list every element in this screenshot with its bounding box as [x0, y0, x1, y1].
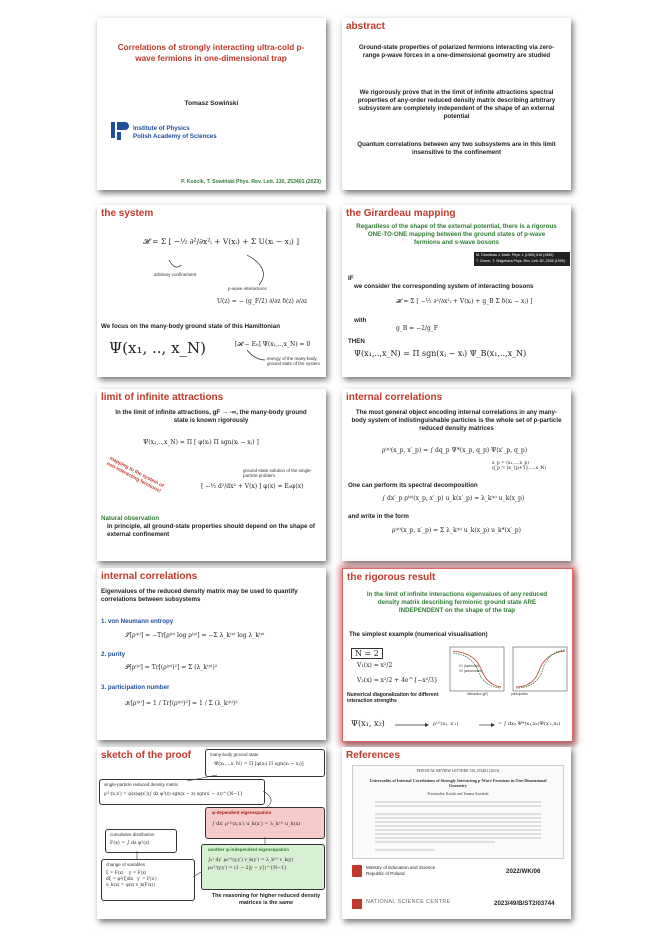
slide-heading: internal correlations [346, 392, 443, 403]
slide-heading: sketch of the proof [101, 750, 192, 761]
internal-paragraph-1: The most general object encoding internal correlations in any many-body system of indistinguishable particles is the whole set of p-particle reduced density matrices [351, 409, 562, 432]
ministry-line-2: Republic of Poland [366, 871, 405, 876]
pwave-potential-formula: U(z) = − (g_F/2) ∂/∂z δ(z) ∂/∂z [217, 298, 308, 305]
box-phi-dependent-label: φ-dependent eigenequation [212, 810, 272, 815]
x-axis-label: interaction |gF| [467, 692, 488, 696]
then-label: THEN [348, 338, 365, 345]
box-phi-independent-formula: ∫₀¹ dy′ ρ₀⁽¹⁾(y,y′) v_k(y′) = λ_k⁽¹⁾ v_k(y) ρ₀⁽¹⁾(y,y′) = (1 − 2|y − y′|)^{N−1} [208, 858, 294, 871]
natural-observation: Natural observation [101, 515, 160, 522]
rdm-form: ρ⁽ᵖ⁾(x_p, x′_p) = Σ λ_k⁽ᵖ⁾ u_k(x_p) u_k*(x′_p) [392, 527, 521, 534]
measure-2: 2. purity [101, 651, 126, 658]
mapping-note: mapping to the system of non-interacting fermions! [105, 455, 165, 495]
legend-v2: V2 (anharmonic) [459, 669, 483, 673]
grant-number-1: 2022/WK/06 [506, 868, 541, 875]
ifpan-logo [111, 120, 129, 146]
participation-formula: 𝒦[ρ⁽ᵖ⁾] = 1 / Tr[(ρ⁽ᵖ⁾)²] = 1 / Σ (λ_k⁽ᵖ⁾)² [125, 700, 238, 707]
potential-v1: V₁(x) = x²/2 [357, 662, 393, 669]
internal-correlations-slide-2 [97, 568, 326, 740]
infinite-statement: In the limit of infinite attractions, gF → -∞, the many-body ground state is known rigorously [115, 409, 307, 424]
box-cumulative-label: cumulative distribution [110, 832, 155, 837]
rdm-integral: = ∫ dx₂ Ψ*(x₁,x₂)Ψ(x′₁,x₂) [498, 721, 561, 727]
variable-definitions: x_p = (x₁,...,x_p) q_p = (x_{p+1},...,x_N) [492, 461, 547, 471]
pwave-label: p-wave interactions [228, 286, 267, 291]
slide-heading: the system [101, 208, 154, 219]
references-slide [342, 747, 571, 919]
institute-line-2: Polish Academy of Sciences [133, 133, 217, 140]
internal-paragraph-3: and write in the form [348, 513, 409, 520]
legend-v1: V1 (harmonic) [459, 664, 480, 668]
box-rdm-formula: ρ⁽¹⁾(x,x′) = φ(x)φ(x′)(∫ dz φ²(z) sgn(x − z) sgn(x′ − z))^{N−1} [104, 792, 243, 797]
wavefunction-symbol: Ψ(x₁, .., x_N) [109, 339, 207, 357]
reference-box [474, 252, 570, 266]
proof-conclusion: The reasoning for higher reduced density matrices is the same [211, 893, 321, 906]
consider-text: we consider the corresponding system of interacting bosons [354, 283, 534, 290]
title-slide [97, 18, 326, 190]
proof-arrows [97, 747, 326, 919]
rdm-n2: ρ⁽¹⁾(x₁, x′₁) [433, 721, 459, 727]
rigorous-result-slide [342, 568, 573, 742]
author-name: Tomasz Sowiński [184, 100, 239, 107]
with-label: with [354, 317, 367, 324]
ncn-logo [352, 899, 362, 909]
slide-heading: abstract [346, 21, 385, 32]
grant-number-2: 2023/49/B/ST2/03744 [494, 900, 555, 907]
box-change-label: change of variables [106, 862, 146, 867]
box-rdm-label: single-particle reduced density matrix [104, 782, 179, 787]
schrodinger-equation: [𝓗 − E₀] Ψ(x₁,..,x_N) = 0 [235, 341, 311, 348]
y-axis-label: participation [511, 692, 529, 696]
measure-1: 1. von Neumann entropy [101, 618, 174, 625]
reference-1: M. Girardeau J. Math. Phys. 1 (1960) 516 (1960) [476, 253, 554, 257]
eigenvalues-text: Eigenvalues of the reduced density matrix may be used to quantify correlations between subsystems [101, 588, 298, 603]
ncn-name: NATIONAL SCIENCE CENTRE [366, 899, 451, 905]
entropy-formula: 𝒮[ρ⁽ᵖ⁾] = −Tr[ρ⁽ᵖ⁾ log ρ⁽ᵖ⁾] = −Σ λ_k⁽ᵖ⁾ log λ_k⁽ᵖ⁾ [125, 632, 265, 639]
box-ground-state-label: many-body ground state [210, 752, 259, 757]
internal-paragraph-2: One can perform its spectral decomposition [348, 482, 478, 489]
box-cumulative-formula: F(x) = ∫ dz φ²(z) [110, 841, 150, 846]
product-wavefunction: Ψ(x₁,..,x_N) = Π [ φ(xᵢ) Π sgn(xᵢ − xⱼ) ] [143, 439, 259, 446]
single-particle-equation: [ −½ d²/dx² + V(x) ] φ(x) = E₀φ(x) [201, 483, 304, 490]
boson-hamiltonian: 𝓗 = Σ [ −½ ∂²/∂x²ᵢ + V(xᵢ) + g_B Σ δ(xᵢ − xⱼ) ] [396, 298, 533, 305]
abstract-lines [375, 800, 541, 854]
ground-state-label: ground-state solution of the single-particle problem [243, 468, 313, 478]
box-ground-state-formula: Ψ(x₁,..,x_N) = Π [φ(xᵢ) Π sgn(xᵢ − xⱼ)] [214, 762, 304, 767]
paper-authors: Przemysław Kościk and Tomasz Sowiński [427, 792, 489, 796]
rdm-definition: ρ⁽ᵖ⁾(x_p, x′_p) = ∫ dq_p Ψ*(x_p, q_p) Ψ(x′_p, q_p) [382, 447, 528, 454]
ministry-logo [352, 865, 362, 877]
paper-title: Universality of Internal Correlations of Strongly Interacting p-Wave Fermions in One-Dimensional Geometry [369, 778, 547, 788]
abstract-paragraph-2: We rigorously prove that in the limit of infinite attractions spectral properties of any-order reduced density matrix describing arbitrary subsystem are completely independent of the shape of an external potential [357, 89, 556, 120]
proof-sketch-slide [97, 747, 326, 919]
potential-v2: V₂(x) = x²/2 + 4e^{−x²/3} [357, 677, 438, 684]
natural-text: In principle, all ground-state properties should depend on the shape of external confinement [107, 523, 315, 538]
abstract-paragraph-3: Quantum correlations between any two subsystems are in this limit insensitive to the confinement [357, 141, 556, 156]
simplest-example: The simplest example (numerical visualisation) [349, 631, 488, 638]
rigorous-statement: In the limit of infinite interactions eigenvalues of any reduced density matrix describing fermionic ground state ARE INDEPENDENT on the shape of the trap [366, 591, 548, 614]
numerical-diagonalization: Numerical diagonalization for different interaction strengths [347, 692, 439, 704]
box-change-formula: ξ = F(x) y = F(x) dξ = φ²(ξ)dx y′ = F(x′) u_k(x) = φ(x) v_k(F(x)) [106, 871, 157, 888]
slide-heading: the Girardeau mapping [346, 208, 456, 219]
paper-reference: P. Kościk, T. Sowiński Phys. Rev. Lett. 130, 253401 (2023) [181, 179, 321, 185]
wavefunction-n2: Ψ(x₁, x₂) [351, 719, 385, 728]
slide-heading: internal correlations [101, 571, 198, 582]
hamiltonian-formula: 𝓗 = Σ [ −½ ∂²/∂x²ᵢ + V(xᵢ) + Σ U(xᵢ − xⱼ) ] [143, 237, 300, 246]
n-equals-2: N = 2 [351, 648, 383, 659]
internal-correlations-slide-1 [342, 389, 571, 561]
box-phi-dependent-formula: ∫ dx′ ρ⁽¹⁾(x,x′) u_k(x′) = λ_k⁽¹⁾ u_k(x) [212, 821, 301, 827]
slide-heading: the rigorous result [347, 572, 436, 583]
abstract-slide [342, 18, 571, 190]
spectral-decomposition: ∫ dx′_p ρ⁽ᵖ⁾(x_p, x′_p) u_k(x′_p) = λ_k⁽ᵖ⁾ u_k(x_p) [382, 495, 525, 502]
mapping-statement: Regardless of the shape of the external potential, there is a rigorous ONE-TO-ONE mapping between the ground states of p-wave fermions and s-wave bosons [356, 223, 557, 246]
infinite-attractions-slide [97, 389, 326, 561]
if-label: IF [348, 275, 354, 282]
focus-text: We focus on the many-body ground state of this Hamiltonian [101, 323, 280, 330]
purity-formula: 𝒫[ρ⁽ᵖ⁾] = Tr[(ρ⁽ᵖ⁾)²] = Σ (λ_k⁽ᵖ⁾)² [125, 664, 218, 671]
energy-label: energy of the many-body ground state of the system [267, 356, 321, 366]
measure-3: 3. participation number [101, 684, 170, 691]
abstract-paragraph-1: Ground-state properties of polarized fermions interacting via zero-range p-wave forces in a one-dimensional geometry are studied [358, 44, 555, 59]
coupling-relation: g_B = −2/g_F [396, 325, 438, 332]
reference-2: T. Cheon, T. Shigehara Phys. Rev. Lett. 82, 2536 (1999) [476, 259, 565, 263]
mapping-formula: Ψ(x₁,..,x_N) = Π sgn(xⱼ − xᵢ) Ψ_B(x₁,..,x_N) [354, 349, 527, 358]
institute-line-1: Institute of Physics [133, 125, 190, 132]
box-phi-independent-label: another φ-independent eigenequation [208, 847, 289, 852]
main-title: Correlations of strongly interacting ultra-cold p-wave fermions in one-dimensional trap [117, 43, 305, 63]
girardeau-slide [342, 205, 571, 377]
system-slide [97, 205, 326, 377]
ministry-line-1: Ministry of Education and Science [366, 865, 436, 870]
slide-heading: References [346, 750, 400, 761]
confinement-label: arbitrary confinement [154, 272, 197, 277]
result-arrow [343, 569, 572, 741]
slide-heading: limit of infinite attractions [101, 392, 224, 403]
paper-preview [352, 765, 564, 859]
journal-header: PHYSICAL REVIEW LETTERS 130, 253401 (2023) [416, 769, 500, 773]
